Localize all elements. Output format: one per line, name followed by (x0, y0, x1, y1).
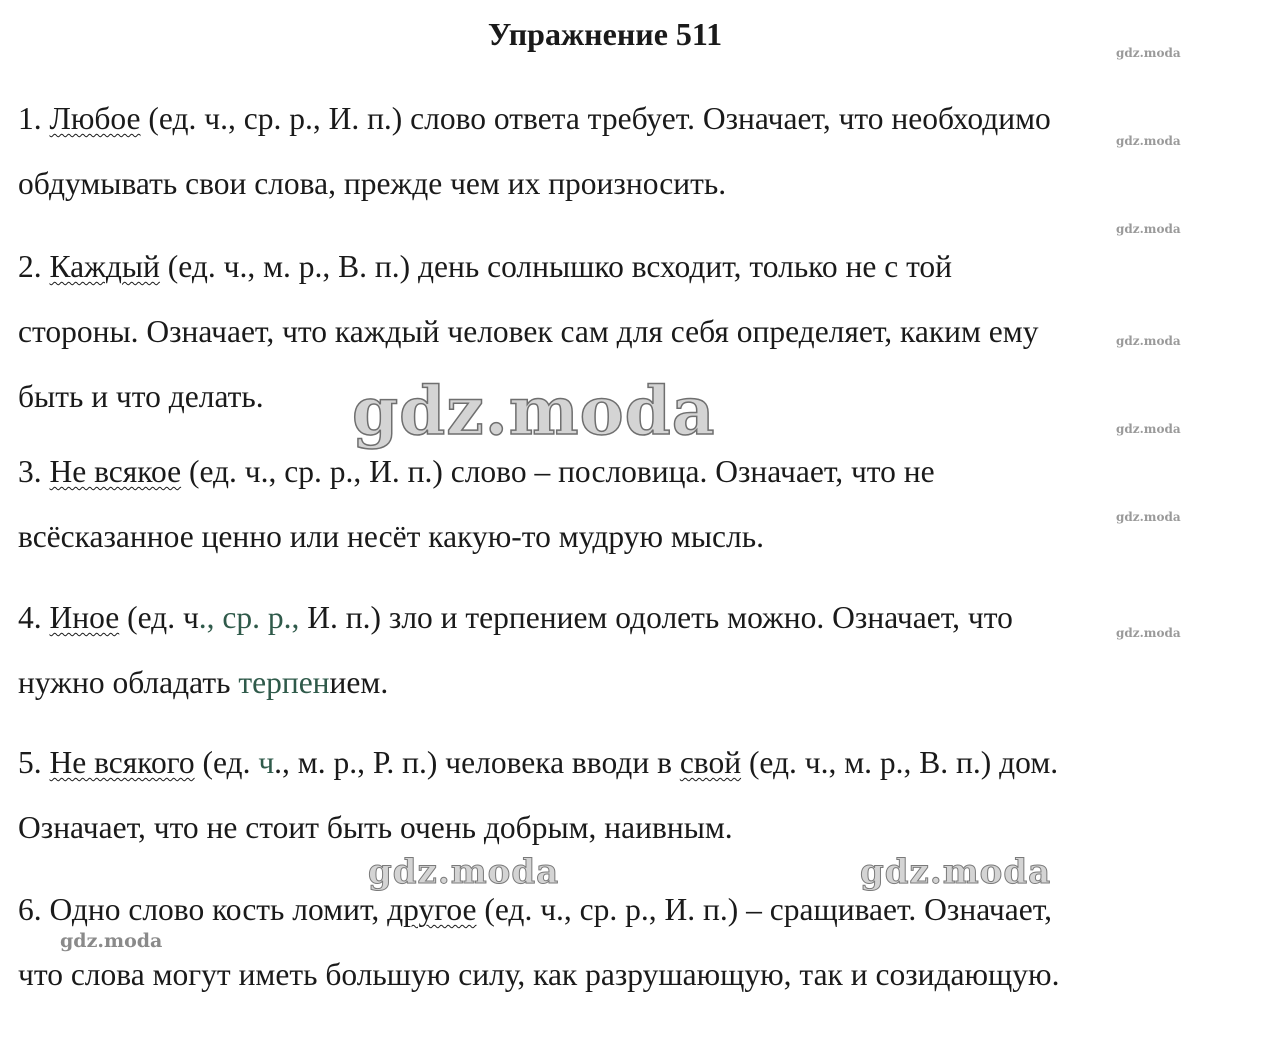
answer-5-line-2: Означает, что не стоит быть очень добрым, наивным. (18, 810, 733, 845)
pronoun-underlined: Не всякого (49, 745, 195, 780)
watermark-small: gdz.moda (1116, 46, 1181, 60)
pronoun-underlined: свой (679, 745, 742, 780)
answer-text-tinted: ., ср. р., (198, 600, 300, 635)
answer-1-line-1 (18, 86, 1218, 151)
answer-text: (ед. ч., ср. р., И. п.) слово – пословица. Означает, что не (181, 454, 935, 489)
answer-4-line-1 (18, 585, 1218, 650)
watermark-small: gdz.moda (1116, 510, 1181, 524)
answer-1 (18, 86, 1218, 216)
answer-text: 6. Одно слово кость ломит, (18, 892, 388, 927)
answer-2-line-2: стороны. Означает, что каждый человек сам для себя определяет, каким ему (18, 314, 1039, 349)
item-number: 2. (18, 249, 50, 284)
answer-text: ием. (329, 665, 389, 700)
pronoun-underlined: Каждый (49, 249, 160, 284)
answer-4-line-2 (18, 650, 1218, 715)
answer-text: И. п.) зло и терпением одолеть можно. Означает, что (299, 600, 1013, 635)
answer-3 (18, 439, 1218, 569)
answer-text: (ед. ч., ср. р., И. п.) слово ответа требует. Означает, что необходимо (140, 101, 1051, 136)
pronoun-underlined: другое (387, 892, 477, 927)
exercise-title: Упражнение 511 (487, 16, 723, 52)
answer-1-line-2: обдумывать свои слова, прежде чем их произносить. (18, 166, 727, 201)
answer-6 (18, 877, 1218, 1007)
item-number: 4. (18, 600, 50, 635)
watermark-large: gdz.moda (352, 372, 716, 450)
item-number: 5. (18, 745, 50, 780)
answer-5-line-1 (18, 730, 1218, 795)
answer-text: ., м. р., Р. п.) человека вводи в (274, 745, 680, 780)
answer-4 (18, 585, 1218, 715)
watermark-medium: gdz.moda (60, 930, 163, 952)
item-number: 1. (18, 101, 50, 136)
watermark-medium: gdz.moda (368, 852, 560, 892)
watermark-small: gdz.moda (1116, 134, 1181, 148)
answer-6-line-2: что слова могут иметь большую силу, как разрушающую, так и созидающую. (18, 957, 1060, 992)
answer-text: (ед. ч., м. р., В. п.) день солнышко всходит, только не с той (159, 249, 953, 284)
item-number: 3. (18, 454, 50, 489)
answer-2-line-3: быть и что делать. (18, 379, 264, 414)
watermark-small: gdz.moda (1116, 334, 1181, 348)
watermark-small: gdz.moda (1116, 222, 1181, 236)
answer-text: (ед. ч., м. р., В. п.) дом. (741, 745, 1059, 780)
answer-5 (18, 730, 1218, 860)
answer-text: нужно обладать (18, 665, 239, 700)
answer-3-line-2: всёсказанное ценно или несёт какую-то мудрую мысль. (18, 519, 764, 554)
pronoun-underlined: Иное (49, 600, 120, 635)
pronoun-underlined: Не всякое (49, 454, 182, 489)
answer-text: (ед. ч (119, 600, 199, 635)
watermark-small: gdz.moda (1116, 422, 1181, 436)
answer-text: (ед. ч., ср. р., И. п.) – сращивает. Означает, (476, 892, 1052, 927)
watermark-medium: gdz.moda (860, 852, 1052, 892)
answer-text-tinted: ч (258, 745, 275, 780)
pronoun-underlined: Любое (49, 101, 141, 136)
answer-text: (ед. (194, 745, 259, 780)
watermark-small: gdz.moda (1116, 626, 1181, 640)
answer-2-line-1 (18, 234, 1218, 299)
answer-text-tinted: терпен (238, 665, 330, 700)
